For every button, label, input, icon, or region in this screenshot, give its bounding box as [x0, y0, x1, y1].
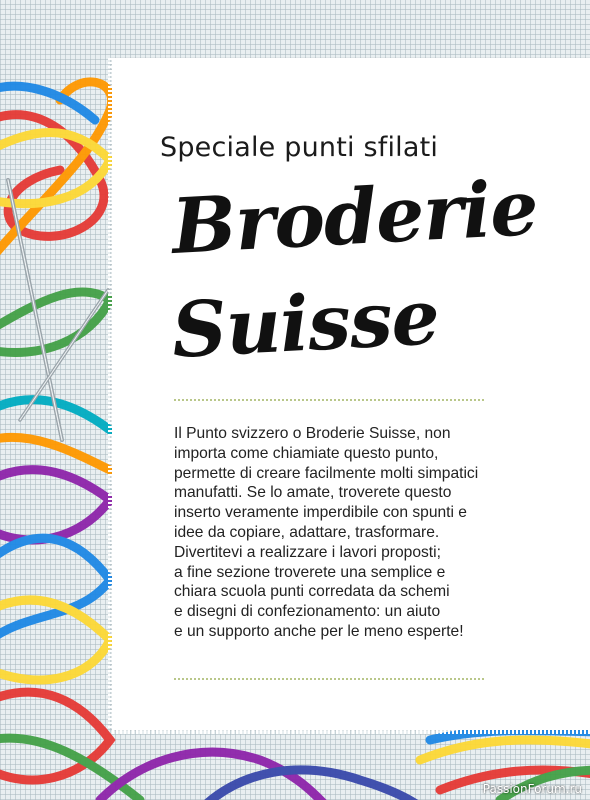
title-line-2: Suisse	[169, 272, 441, 375]
thread-green	[0, 292, 110, 353]
intro-line: e un supporto anche per le meno esperte!	[174, 622, 464, 640]
thread-yellow-3	[420, 740, 590, 760]
content-card	[112, 58, 590, 730]
watermark: PassionForum.ru	[482, 782, 582, 796]
intro-line: chiara scuola punti corredata da schemi	[174, 583, 450, 601]
intro-line: inserto veramente imperdibile con spunti e	[174, 504, 467, 522]
section-subtitle: Speciale punti sfilati	[160, 132, 439, 163]
intro-line: Il Punto svizzero o Broderie Suisse, non	[174, 425, 451, 442]
intro-line: Divertitevi a realizzare i lavori proposti;	[174, 543, 441, 561]
divider-bottom	[174, 678, 484, 680]
intro-paragraph	[174, 424, 504, 642]
intro-line: manufatti. Se lo amate, troverete questo	[174, 484, 452, 502]
intro-line: permette di creare facilmente molti simpatici	[174, 464, 479, 482]
intro-line: importa come chiamiate questo punto,	[174, 444, 439, 462]
thread-orange-2	[0, 437, 110, 470]
intro-line: e disegni di confezionamento: un aiuto	[174, 603, 441, 621]
intro-line: a fine sezione troverete una semplice e	[174, 563, 446, 581]
title-line-1: Broderie	[169, 162, 540, 271]
intro-line: idee da copiare, adattare, trasformare.	[174, 523, 440, 541]
thread-purple	[0, 470, 110, 540]
divider-top	[174, 399, 484, 401]
